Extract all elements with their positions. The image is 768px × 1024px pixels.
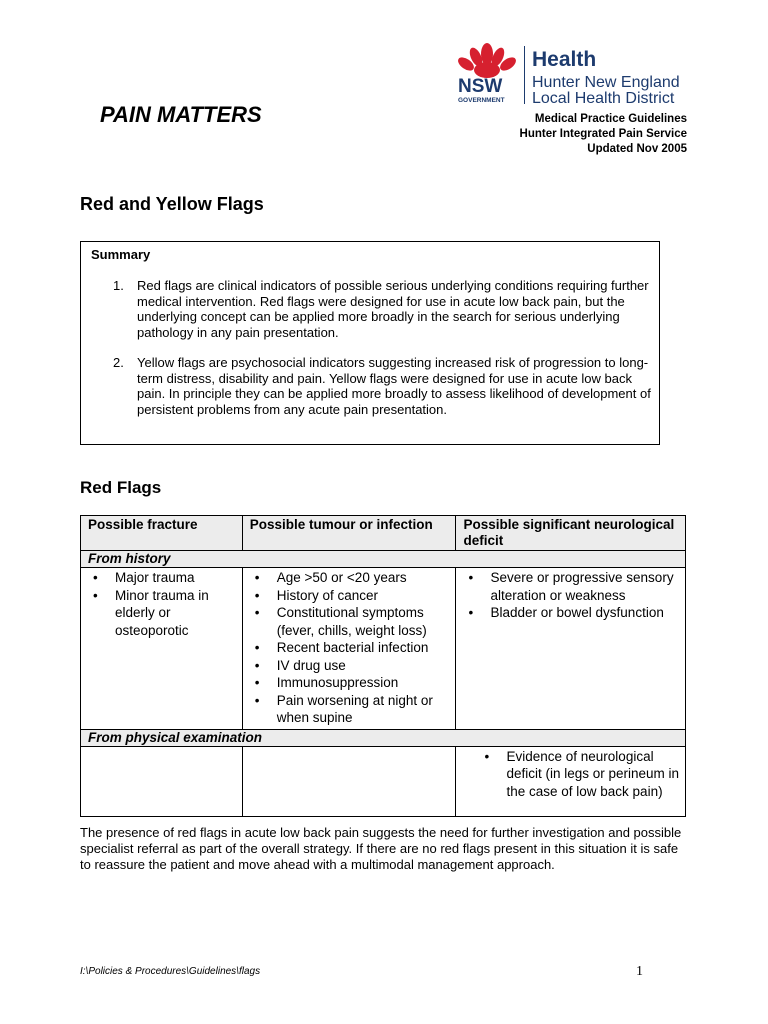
table-subheader-row [81, 551, 686, 568]
bullet-icon: • [93, 587, 98, 603]
neuro-exam-cell [456, 746, 686, 816]
list-item [247, 657, 452, 675]
section-title: Red and Yellow Flags [80, 194, 264, 214]
list-item-text: Severe or progressive sensory alteration or weakness [490, 570, 674, 603]
neuro-history-cell [456, 568, 686, 730]
list-item-text: Major trauma [115, 570, 195, 585]
meta-line: Medical Practice Guidelines [534, 113, 687, 125]
list-item-text: IV drug use [276, 657, 346, 673]
list-item-text: Minor trauma in elderly or osteoporotic [115, 587, 209, 638]
summary-box [80, 241, 660, 445]
logo-divider [524, 46, 525, 104]
bullet-icon: • [254, 692, 260, 708]
logo-district-line1: Hunter New England [532, 74, 680, 91]
bullet-icon: • [254, 640, 260, 655]
table-row [81, 568, 686, 730]
page-number: 1 [636, 964, 643, 979]
list-item-text: Constitutional symptoms (fever, chills, weight loss) [276, 605, 427, 638]
bullet-icon: • [468, 570, 474, 585]
bullet-icon: • [484, 748, 490, 764]
bullet-list [247, 569, 452, 727]
meta-line: Hunter Integrated Pain Service [519, 128, 687, 140]
logo-district-line2: Local Health District [532, 90, 675, 107]
summary-item-number: 2. [113, 355, 124, 370]
table-header-row [81, 516, 686, 551]
column-header: Possible fracture [81, 516, 243, 551]
bullet-list [85, 569, 238, 639]
list-item [247, 587, 452, 605]
from-history-label: From history [81, 551, 686, 568]
bullet-icon: • [254, 675, 260, 690]
table-row [81, 746, 686, 816]
list-item [247, 604, 452, 639]
list-item-text: Evidence of neurological deficit (in legs or perineum in the case of low back pain) [506, 748, 680, 799]
bullet-list [460, 569, 681, 622]
nsw-health-logo [454, 40, 694, 110]
list-item [247, 674, 452, 692]
list-item [247, 692, 452, 727]
list-item-text: Age >50 or <20 years [276, 570, 407, 585]
document-title: PAIN MATTERS [100, 102, 262, 127]
fracture-history-cell [81, 568, 243, 730]
fracture-exam-cell [81, 746, 243, 816]
summary-item-number: 1. [113, 278, 124, 293]
summary-list [101, 278, 653, 432]
logo-government-text: GOVERNMENT [458, 97, 505, 104]
bullet-icon: • [254, 657, 260, 673]
summary-item [101, 355, 653, 417]
list-item-text: Recent bacterial infection [276, 640, 429, 655]
list-item-text: History of cancer [276, 587, 379, 603]
list-item [247, 639, 452, 657]
summary-item [101, 278, 653, 340]
red-flags-paragraph: The presence of red flags in acute low back pain suggests the need for further investigation and possible specialist referral as part of the overall strategy. If there are no red flags present in this situation it is safe to reassure the patient and move ahead with a multimodal management approach. [80, 825, 682, 872]
list-item-text: Bladder or bowel dysfunction [490, 605, 664, 620]
bullet-icon: • [468, 605, 474, 620]
meta-line: Updated Nov 2005 [587, 143, 687, 155]
list-item-text: Pain worsening at night or when supine [276, 692, 433, 725]
red-flags-table [80, 515, 686, 817]
summary-label: Summary [91, 247, 151, 262]
logo-health-text: Health [532, 48, 597, 71]
bullet-list [460, 748, 681, 801]
header-meta [520, 112, 687, 157]
footer-file-path: I:\Policies & Procedures\Guidelines\flags [80, 966, 261, 977]
bullet-icon: • [254, 587, 260, 603]
bullet-icon: • [93, 570, 98, 585]
summary-item-text: Red flags are clinical indicators of possible serious underlying conditions requiring further medical intervention. Red flags were designed for use in acute low back pain, but the underlying concept can be applied more broadly in the search for serious underlying pathology in any pain presentation. [137, 278, 649, 340]
summary-item-text: Yellow flags are psychosocial indicators suggesting increased risk of progression to long-term distress, disability and pain. Yellow flags were designed for use in acute low back pain. In principle they can be applied more broadly to assess likelihood of development of persistent problems from any acute pain presentation. [137, 355, 651, 417]
logo-nsw-text: NSW [458, 76, 503, 97]
list-item [460, 569, 681, 604]
list-item [85, 569, 238, 587]
tumour-history-cell [242, 568, 456, 730]
bullet-icon: • [254, 605, 260, 620]
red-flags-title: Red Flags [80, 478, 162, 497]
column-header: Possible significant neurological deficit [456, 516, 686, 551]
column-header: Possible tumour or infection [242, 516, 456, 551]
list-item [85, 587, 238, 640]
list-item [460, 748, 681, 801]
bullet-icon: • [254, 570, 260, 585]
from-exam-label: From physical examination [81, 729, 686, 746]
list-item [460, 604, 681, 622]
list-item-text: Immunosuppression [276, 675, 399, 690]
tumour-exam-cell [242, 746, 456, 816]
list-item [247, 569, 452, 587]
table-subheader-row [81, 729, 686, 746]
